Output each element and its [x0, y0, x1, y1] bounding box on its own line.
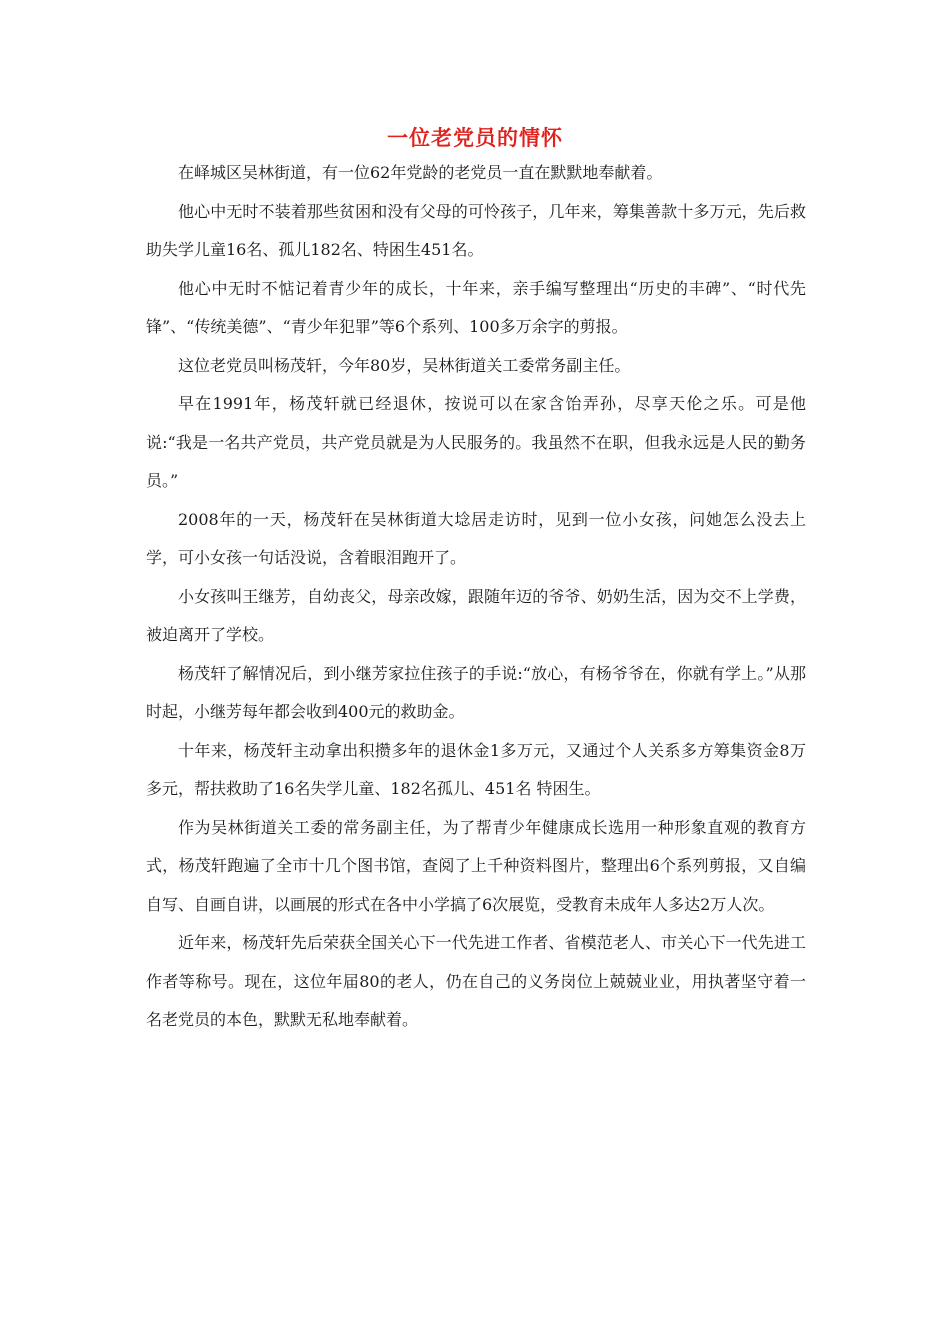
paragraph-7: 小女孩叫王继芳，自幼丧父，母亲改嫁，跟随年迈的爷爷、奶奶生活，因为交不上学费，被迫离开了学校。 [146, 586, 806, 644]
paragraph-1: 在峄城区吴林街道，有一位62年党龄的老党员一直在默默地奉献着。 [178, 163, 663, 182]
document-title: 一位老党员的情怀 [387, 126, 563, 150]
paragraph-5: 早在1991年，杨茂轩就已经退休，按说可以在家含饴弄孙，尽享天伦之乐。可是他说:“我是一名共产党员，共产党员就是为人民服务的。我虽然不在职，但我永远是人民的勤务员。” [146, 394, 806, 490]
paragraph-2: 他心中无时不装着那些贫困和没有父母的可怜孩子，几年来，筹集善款十多万元，先后救助失学儿童16名、孤儿182名、特困生451名。 [146, 201, 806, 259]
paragraph-3: 他心中无时不惦记着青少年的成长，十年来，亲手编写整理出“历史的丰碑”、“时代先锋”、“传统美德”、“青少年犯罪”等6个系列、100多万余字的剪报。 [146, 278, 806, 336]
paragraph-11: 近年来，杨茂轩先后荣获全国关心下一代先进工作者、省模范老人、市关心下一代先进工作者等称号。现在，这位年届80的老人，仍在自己的义务岗位上兢兢业业，用执著坚守着一名老党员的本色，默默无私地奉献着。 [146, 933, 806, 1029]
paragraph-6: 2008年的一天，杨茂轩在吴林街道大埝居走访时，见到一位小女孩，问她怎么没去上学，可小女孩一句话没说，含着眼泪跑开了。 [146, 509, 806, 567]
paragraph-10: 作为吴林街道关工委的常务副主任，为了帮青少年健康成长选用一种形象直观的教育方式，杨茂轩跑遍了全市十几个图书馆，查阅了上千种资料图片，整理出6个系列剪报，又自编自写、自画自讲，以画展的形式在各中小学搞了6次展览，受教育未成年人多达2万人次。 [146, 817, 806, 914]
paragraph-4: 这位老党员叫杨茂轩，今年80岁，吴林街道关工委常务副主任。 [178, 355, 631, 375]
document-body [146, 154, 806, 1040]
paragraph-8: 杨茂轩了解情况后，到小继芳家拉住孩子的手说:“放心，有杨爷爷在，你就有学上。”从那时起，小继芳每年都会收到400元的救助金。 [146, 663, 806, 721]
paragraph-9: 十年来，杨茂轩主动拿出积攒多年的退休金1多万元，又通过个人关系多方筹集资金8万多元，帮扶救助了16名失学儿童、182名孤儿、451名 特困生。 [146, 740, 806, 798]
